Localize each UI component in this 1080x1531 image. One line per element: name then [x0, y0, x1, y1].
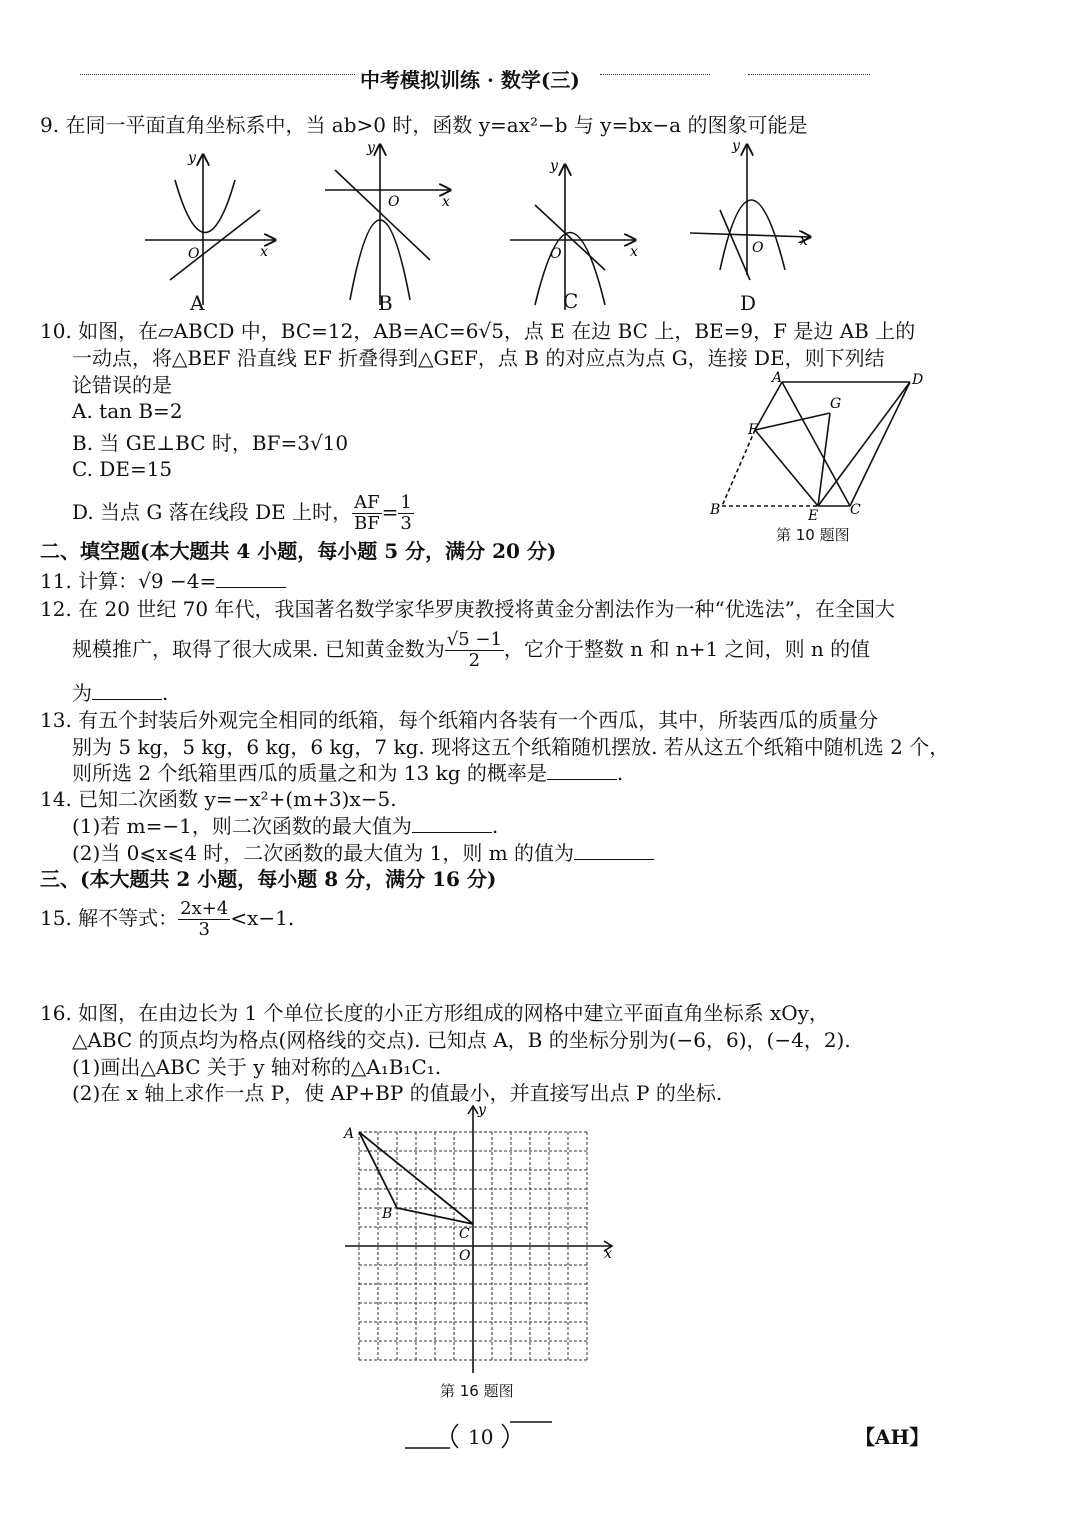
graph-b: [325, 145, 450, 305]
svg-text:O: O: [388, 194, 400, 210]
q10-option-d-prefix: D. 当点 G 落在线段 DE 上时，: [72, 500, 353, 524]
svg-text:C: C: [459, 1226, 470, 1242]
q12-blank: [92, 683, 162, 700]
q16-part1: (1)画出△ABC 关于 y 轴对称的△A₁B₁C₁.: [72, 1055, 442, 1079]
q9-option-d: D: [740, 291, 757, 315]
svg-text:y: y: [478, 1102, 486, 1118]
q15: 15. 解不等式： $\frac{2x+4}{3}$ <x−1.: [40, 898, 295, 940]
svg-text:O: O: [752, 240, 764, 256]
q13-blank: [547, 763, 617, 780]
q10-figure: [700, 368, 930, 523]
q12-line1: 12. 在 20 世纪 70 年代，我国著名数学家华罗庚教授将黄金分割法作为一种“优选法”，在全国大: [40, 597, 895, 621]
header-rule-right: [600, 74, 710, 75]
q9-option-c: C: [563, 289, 579, 313]
q12-line3: 为 .: [72, 681, 169, 705]
q15-frac: $\frac{2x+4}{3}$: [180, 898, 229, 940]
svg-text:F: F: [748, 422, 758, 438]
svg-text:x: x: [800, 233, 808, 249]
svg-text:y: y: [188, 150, 196, 166]
svg-text:O: O: [459, 1248, 471, 1264]
svg-text:x: x: [442, 194, 450, 210]
svg-text:E: E: [808, 508, 819, 523]
q13-line3: 则所选 2 个纸箱里西瓜的质量之和为 13 kg 的概率是 .: [72, 761, 624, 785]
header-rule-left: [80, 74, 355, 75]
q14-part2: (2)当 0⩽x⩽4 时，二次函数的最大值为 1，则 m 的值为: [72, 840, 654, 866]
svg-text:y: y: [550, 158, 558, 174]
svg-text:B: B: [382, 1206, 393, 1222]
q16-part2: (2)在 x 轴上求作一点 P，使 AP+BP 的值最小，并直接写出点 P 的坐标.: [72, 1081, 723, 1105]
paper-tag: 【AH】: [855, 1425, 930, 1449]
q11-blank: [216, 571, 286, 588]
q10-frac-one-third: $\frac{1}{3}$: [400, 492, 412, 534]
q10-stem-line3: 论错误的是: [72, 373, 172, 397]
q9-stem: 9. 在同一平面直角坐标系中，当 ab>0 时，函数 y=ax²−b 与 y=bx−a 的图象可能是: [40, 113, 808, 137]
q11: 11. 计算：√9 −4=: [40, 568, 286, 594]
svg-text:y: y: [367, 140, 375, 156]
header-rule-right-2: [748, 74, 870, 75]
q9-graphs: [130, 140, 830, 320]
svg-text:y: y: [732, 140, 740, 154]
page-header-title: 中考模拟训练 · 数学(三): [360, 68, 580, 92]
q16-grid-figure: [340, 1098, 630, 1378]
q10-option-b: B. 当 GE⊥BC 时，BF=3√10: [72, 431, 349, 455]
svg-text:O: O: [550, 246, 562, 262]
svg-text:G: G: [830, 396, 842, 412]
q10-frac-af-bf: $\frac{AF}{BF}$: [353, 492, 380, 534]
graph-d: [690, 145, 810, 280]
q10-stem-line2: 一动点，将△BEF 沿直线 EF 折叠得到△GEF，点 B 的对应点为点 G，连接 DE，则下列结: [72, 346, 885, 370]
q10-stem-line1: 10. 如图，在▱ABCD 中，BC=12，AB=AC=6√5，点 E 在边 BC 上，BE=9，F 是边 AB 上的: [40, 319, 916, 343]
svg-text:A: A: [772, 370, 783, 386]
q13-line2: 别为 5 kg，5 kg，6 kg，6 kg，7 kg. 现将这五个纸箱随机摆放. 若从这五个纸箱中随机选 2 个，: [72, 735, 950, 759]
svg-text:D: D: [912, 372, 924, 388]
q10-option-d: D. 当点 G 落在线段 DE 上时， $\frac{AF}{BF}$ = $\frac{1}{3}$: [72, 492, 412, 534]
svg-text:O: O: [188, 246, 200, 262]
svg-text:x: x: [630, 244, 638, 260]
page-number: 10: [468, 1425, 494, 1449]
q14-blank-1: [412, 816, 492, 833]
section-2-heading: 二、填空题(本大题共 4 小题，每小题 5 分，满分 20 分): [40, 539, 557, 563]
svg-text:x: x: [604, 1246, 612, 1262]
q10-option-a: A. tan B=2: [72, 399, 183, 423]
svg-text:C: C: [850, 502, 861, 518]
q10-figure-caption: 第 10 题图: [776, 526, 850, 544]
q12-line2: 规模推广，取得了很大成果. 已知黄金数为 $\frac{√5 -1}{2}$ ，它介于整数 n 和 n+1 之间，则 n 的值: [72, 629, 871, 671]
section-3-heading: 三、(本大题共 2 小题，每小题 8 分，满分 16 分): [40, 867, 497, 891]
q14-blank-2: [574, 843, 654, 860]
q14-part1: (1)若 m=−1，则二次函数的最大值为 .: [72, 814, 499, 838]
q10-option-c: C. DE=15: [72, 457, 173, 481]
svg-text:x: x: [260, 244, 268, 260]
q12-golden-frac: $\frac{√5 -1}{2}$: [446, 629, 502, 671]
q9-option-b: B: [378, 291, 393, 315]
svg-text:A: A: [344, 1126, 355, 1142]
q16-figure-caption: 第 16 题图: [440, 1382, 514, 1400]
svg-text:B: B: [710, 502, 721, 518]
q9-option-a: A: [190, 291, 205, 315]
graph-a: [145, 155, 275, 305]
q16-line2: △ABC 的顶点均为格点(网格线的交点). 已知点 A，B 的坐标分别为(−6，6)，(−4，2).: [72, 1028, 851, 1052]
q14-stem: 14. 已知二次函数 y=−x²+(m+3)x−5.: [40, 787, 397, 811]
q13-line1: 13. 有五个封装后外观完全相同的纸箱，每个纸箱内各装有一个西瓜，其中，所装西瓜的质量分: [40, 708, 879, 732]
q16-line1: 16. 如图，在由边长为 1 个单位长度的小正方形组成的网格中建立平面直角坐标系 xOy，: [40, 1001, 829, 1025]
